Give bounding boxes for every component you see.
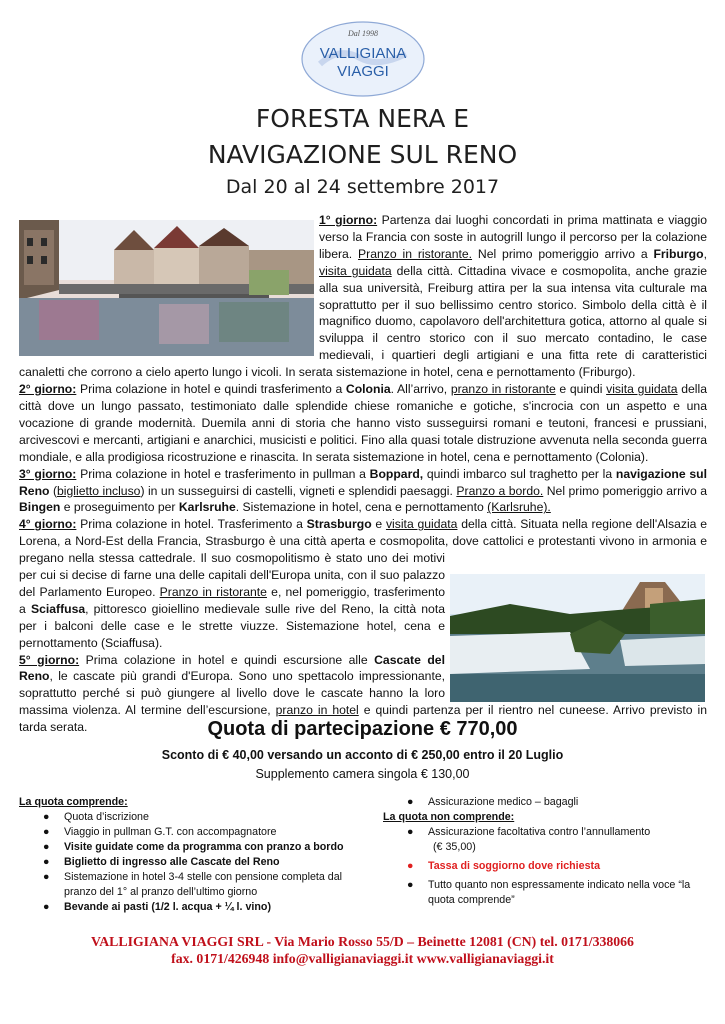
bullet-icon: ● bbox=[43, 856, 50, 868]
bullet-icon: ● bbox=[407, 860, 414, 872]
photo1-spacer bbox=[19, 212, 319, 356]
includes-extra-list bbox=[383, 795, 713, 810]
list-item: ● Tutto quanto non espressamente indicato nella voce “la quota comprende” bbox=[407, 879, 691, 906]
footer-contacts: fax. 0171/426948 info@valligianaviaggi.it www.valligianaviaggi.it bbox=[171, 951, 554, 966]
list-item: ● Visite guidate come da programma con pranzo a bordo bbox=[43, 841, 344, 853]
bullet-icon: ● bbox=[407, 879, 414, 891]
list-item: ● Viaggio in pullman G.T. con accompagnatore bbox=[43, 826, 277, 838]
bullet-icon: ● bbox=[43, 871, 50, 883]
list-item: ● Bevande ai pasti (1/2 l. acqua + ¼ l. vino) bbox=[43, 901, 271, 913]
excludes-column bbox=[383, 795, 713, 908]
day4-paragraph: 4° giorno: Prima colazione in hotel. Trasferimento a Strasburgo e visita guidata della città. Situata nella regione dell'Alsazia e Lorena, a Nord-Est della Francia, Strasburgo è una città aperta e cosmopolita, dove cattolici e protestanti vivono in armonia e pregano nella stessa cattedrale. Il suo cosmopolitismo è stato uno dei motivi per cui si decise di farne una delle capitali dell'Europa unita, con il suo palazzo del Parlamento Europeo. Pranzo in ristorante e, nel pomeriggio, trasferimento a Sciaffusa, pittoresco gioiellino medievale sulle rive del Reno, la città nota per i balconi delle case e le strette viuzze. Sistemazione hotel, cena e pernottamento (Sciaffusa). bbox=[19, 517, 707, 650]
day5-paragraph: 5° giorno: Prima colazione in hotel e quindi escursione alle Cascate del Reno, le cascate più grandi d'Europa. Sono uno spettacolo impressionante, soprattutto perché si può giungere al livello dove le cascate hanno la loro massima violenza. Al termine dell’escursione, pranzo in hotel e quindi partenza per il rientro nel cuneese. Arrivo previsto in tarda serata. bbox=[19, 652, 707, 735]
bullet-icon: ● bbox=[43, 901, 50, 913]
bullet-icon: ● bbox=[407, 796, 414, 808]
day1-paragraph: 1° giorno: Partenza dai luoghi concordati in prima mattinata e viaggio verso la Francia con soste in autogrill lungo il percorso per la colazione libera. Pranzo in ristorante. Nel primo pomeriggio arrivo a Friburgo, visita guidata della città. Cittadina vivace e cosmopolita, anche grazie alla sua università, Freiburg attira per la sua intensa vita culturale ma soprattutto per il suo bellissimo centro storico. Simbolo della città è il magnifico duomo, capolavoro dell'architettura gotica, attorno al quale si sviluppa il centro storico con il suo mercato contadino, le case medievali, i quartieri degli artigiani e una fitta rete di caratteristici canaletti che corrono a cielo aperto lungo i vicoli. In serata sistemazione in hotel, cena e pernottamento (Friburgo). bbox=[19, 213, 707, 380]
price-single-supplement: Supplemento camera singola € 130,00 bbox=[255, 767, 470, 781]
list-item: ● Sistemazione in hotel 3-4 stelle con pensione completa dal pranzo del 1° al pranzo dell’ultimo giorno bbox=[43, 871, 343, 898]
itinerary-body bbox=[19, 212, 707, 736]
company-logo bbox=[300, 20, 426, 98]
price-discount: Sconto di € 40,00 versando un acconto di € 250,00 entro il 20 Luglio bbox=[161, 748, 564, 762]
list-item: (€ 35,00) bbox=[433, 841, 476, 853]
bullet-icon: ● bbox=[43, 841, 50, 853]
list-item: ● Biglietto di ingresso alle Cascate del Reno bbox=[43, 856, 280, 868]
logo-line2: VIAGGI bbox=[337, 63, 389, 80]
footer-address: VALLIGIANA VIAGGI SRL - Via Mario Rosso 55/D – Beinette 12081 (CN) tel. 0171/338066 bbox=[91, 934, 634, 949]
includes-column bbox=[19, 795, 349, 915]
bullet-icon: ● bbox=[43, 826, 50, 838]
list-item: ● Assicurazione facoltativa contro l’annullamento bbox=[407, 826, 651, 838]
photo2-spacer bbox=[445, 566, 707, 700]
includes-heading: La quota comprende: bbox=[19, 796, 128, 808]
excludes-heading: La quota non comprende: bbox=[383, 811, 515, 823]
list-item: ● Tassa di soggiorno dove richiesta bbox=[407, 860, 601, 872]
list-item: ● Assicurazione medico – bagagli bbox=[407, 796, 579, 808]
day3-paragraph: 3° giorno: Prima colazione in hotel e trasferimento in pullman a Boppard, quindi imbarco sul traghetto per la navigazione sul Reno (biglietto incluso) in un susseguirsi di castelli, vigneti e splendidi paesaggi. Pranzo a bordo. Nel primo pomeriggio arrivo a Bingen e proseguimento per Karlsruhe. Sistemazione in hotel, cena e pernottamento (Karlsruhe). bbox=[19, 466, 707, 515]
excludes-list bbox=[383, 825, 713, 908]
bullet-icon: ● bbox=[407, 826, 414, 838]
bullet-icon: ● bbox=[43, 811, 50, 823]
title-line2: NAVIGAZIONE SUL RENO bbox=[207, 140, 518, 169]
includes-list bbox=[19, 810, 349, 915]
logo-since: Dal 1998 bbox=[348, 29, 378, 38]
logo-line1: VALLIGIANA bbox=[319, 45, 407, 62]
price-title: Quota di partecipazione € 770,00 bbox=[207, 718, 518, 740]
title-dates: Dal 20 al 24 settembre 2017 bbox=[225, 176, 500, 198]
title-line1: FORESTA NERA E bbox=[255, 104, 470, 133]
list-item: ● Quota d’iscrizione bbox=[43, 811, 149, 823]
day2-paragraph: 2° giorno: Prima colazione in hotel e quindi trasferimento a Colonia. All’arrivo, pranzo in ristorante e quindi visita guidata della città dove un lungo passato, testimoniato dalle splendide chiese romaniche e gotiche, s'incrocia con un aspetto e una vocazione di grande modernità. Duemila anni di storia che hanno visto susseguirsi romani e teutoni, francesi e prussiani, arcivescovi e mercanti, artigiani e anarchici, musicisti e politici. Fino alla quasi totale distruzione avvenuta nella seconda guerra mondiale, e alla prodigiosa ricostruzione e rinascita. In serata sistemazione in hotel, cena e pernottamento (Colonia). bbox=[19, 382, 707, 464]
